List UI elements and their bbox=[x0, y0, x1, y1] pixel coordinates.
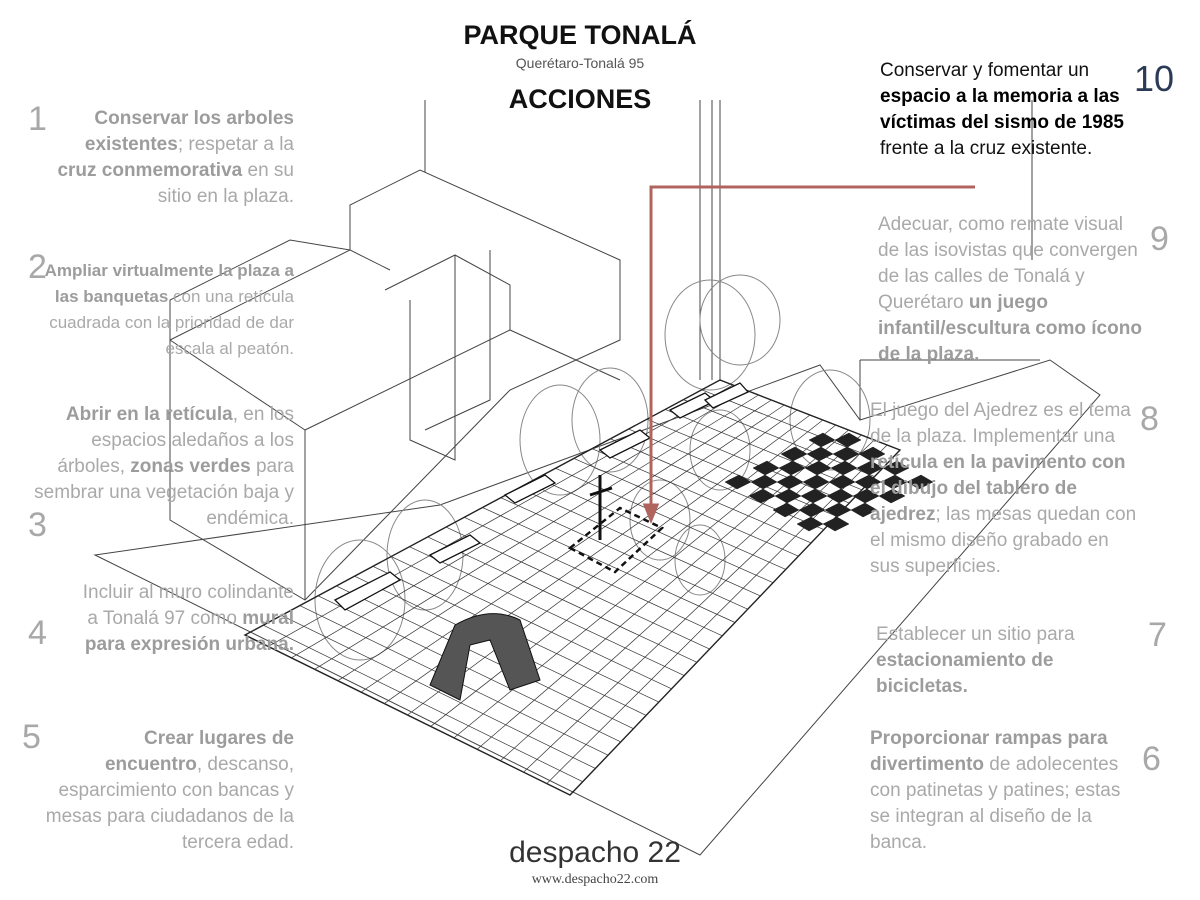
action-number-7: 7 bbox=[1148, 616, 1167, 654]
action-number-1: 1 bbox=[28, 100, 47, 138]
action-8-segment: El juego del Ajedrez es el tema de la plaza. Implementar una bbox=[870, 400, 1131, 447]
action-number-2: 2 bbox=[28, 248, 47, 286]
action-5-segment: , descanso, esparcimiento con bancas y mesas para ciudadanos de la tercera edad. bbox=[45, 754, 294, 853]
action-5-segment: Crear lugares de encuentro bbox=[104, 728, 294, 775]
action-2-segment: Ampliar virtualmente la plaza a las banquetas bbox=[44, 261, 294, 306]
action-1-segment: cruz conmemorativa bbox=[57, 160, 243, 181]
action-4-segment: Incluir al muro colindante a Tonalá 97 como bbox=[82, 582, 294, 629]
action-3-text bbox=[30, 402, 294, 532]
footer-url: www.despacho22.com bbox=[531, 872, 659, 887]
action-1-text bbox=[44, 106, 294, 210]
action-2-segment: con una retícula cuadrada con la prioridad de dar escala al peatón. bbox=[49, 287, 294, 358]
section-title: ACCIONES bbox=[508, 84, 652, 114]
action-10-segment: frente a la cruz existente. bbox=[880, 138, 1093, 159]
page-subtitle: Querétaro-Tonalá 95 bbox=[515, 55, 645, 71]
action-9-segment: Adecuar, como remate visual de las isovistas que convergen de las calles de Tonalá y Querétaro bbox=[878, 214, 1138, 313]
action-number-4: 4 bbox=[28, 614, 47, 652]
action-number-3: 3 bbox=[28, 506, 47, 544]
action-4-text bbox=[70, 580, 294, 658]
action-3-segment: zonas verdes bbox=[130, 456, 251, 477]
action-4-segment: mural para expresión urbana. bbox=[84, 608, 294, 655]
action-number-5: 5 bbox=[22, 718, 41, 756]
action-8-segment: retícula en la pavimento con el dibujo del tablero de ajedrez bbox=[870, 452, 1126, 525]
action-10-segment: espacio a la memoria a las víctimas del sismo de 1985 bbox=[880, 86, 1124, 133]
action-7-segment: estacionamiento de bicicletas. bbox=[876, 650, 1054, 697]
action-number-10: 10 bbox=[1134, 58, 1175, 99]
action-1-segment: en su sitio en la plaza. bbox=[157, 160, 294, 207]
action-number-9: 9 bbox=[1150, 220, 1169, 258]
action-10-segment: Conservar y fomentar un bbox=[880, 60, 1090, 81]
action-6-segment: Proporcionar rampas para divertimento bbox=[870, 728, 1108, 775]
action-2-text bbox=[44, 258, 294, 362]
page-title: PARQUE TONALÁ bbox=[463, 20, 697, 50]
action-3-segment: Abrir en la retícula bbox=[65, 404, 233, 425]
action-number-6: 6 bbox=[1142, 740, 1161, 778]
action-7-text bbox=[876, 622, 1136, 700]
action-7-segment: Establecer un sitio para bbox=[876, 624, 1075, 645]
action-1-segment: ; respetar a la bbox=[177, 134, 294, 155]
action-8-text bbox=[870, 398, 1142, 580]
action-8-segment: ; las mesas quedan con el mismo diseño grabado en sus superficies. bbox=[870, 504, 1137, 577]
action-6-segment: de adolecentes con patinetas y patines; estas se integran al diseño de la banca. bbox=[870, 754, 1121, 853]
action-9-text bbox=[878, 212, 1148, 368]
action-3-segment: , en los espacios aledaños a los árboles, bbox=[57, 404, 294, 477]
footer-brand: despacho 22 bbox=[509, 836, 681, 869]
action-10-text bbox=[880, 58, 1130, 162]
action-1-segment: Conservar los arboles existentes bbox=[84, 108, 294, 155]
action-9-segment: un juego infantil/escultura como ícono de la plaza. bbox=[878, 292, 1142, 365]
action-3-segment: para sembrar una vegetación baja y endémica. bbox=[34, 456, 294, 529]
action-5-text bbox=[44, 726, 294, 856]
action-6-text bbox=[870, 726, 1135, 856]
action-number-8: 8 bbox=[1140, 400, 1159, 438]
